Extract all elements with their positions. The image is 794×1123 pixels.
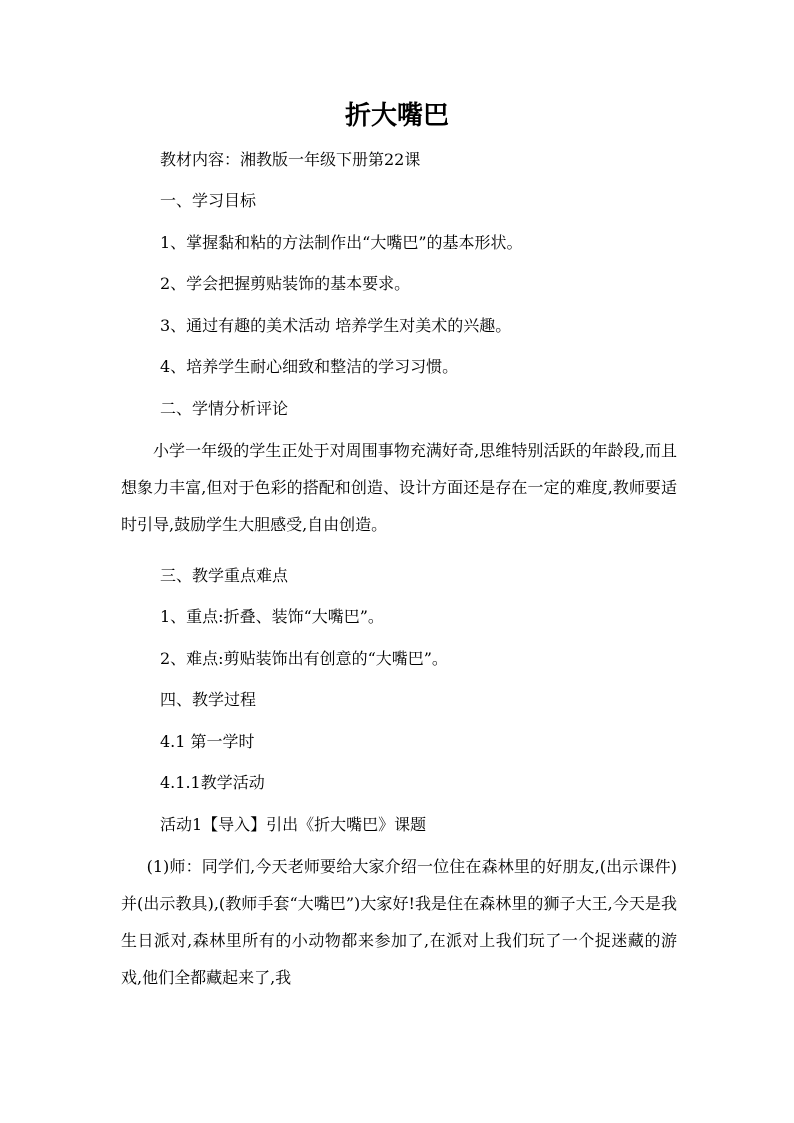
key-point-item: 2、难点:剪贴装饰出有创意的“大嘴巴”。 [160,649,448,668]
objective-item: 2、学会把握剪贴装饰的基本要求。 [160,274,411,293]
analysis-paragraph: 小学一年级的学生正处于对周围事物充满好奇,思维特别活跃的年龄段,而且想象力丰富,但对于色彩的搭配和创造、设计方面还是存在一定的难度,教师要适时引导,鼓励学生大胆感受,自由创造。 [121,441,677,534]
document-title: 折大嘴巴 [344,101,449,131]
section-heading-key-points: 三、教学重点难点 [160,566,289,585]
objective-item: 3、通过有趣的美术活动 培养学生对美术的兴趣。 [160,316,512,335]
subsection-heading: 4.1.1教学活动 [160,773,265,792]
section-heading-process: 四、教学过程 [160,690,257,709]
section-heading-analysis: 二、学情分析评论 [160,399,289,418]
key-point-item: 1、重点:折叠、装饰“大嘴巴”。 [160,607,384,626]
objective-item: 4、培养学生耐心细致和整洁的学习习惯。 [160,357,459,376]
subsection-heading: 4.1 第一学时 [160,732,255,751]
process-paragraph: (1)师：同学们,今天老师要给大家介绍一位住在森林里的好朋友,(出示课件)并(出示教具),(教师手套“大嘴巴”)大家好!我是住在森林里的狮子大王,今天是我生日派对,森林里所有的小动物都来参加了,在派对上我们玩了一个捉迷藏的游戏,他们全都藏起来了,我 [121,857,677,987]
activity-heading: 活动1【导入】引出《折大嘴巴》课题 [160,815,427,834]
objective-item: 1、掌握黏和粘的方法制作出“大嘴巴”的基本形状。 [160,233,523,252]
section-heading-objectives: 一、学习目标 [160,191,257,210]
material-info: 教材内容：湘教版一年级下册第22课 [160,150,421,169]
